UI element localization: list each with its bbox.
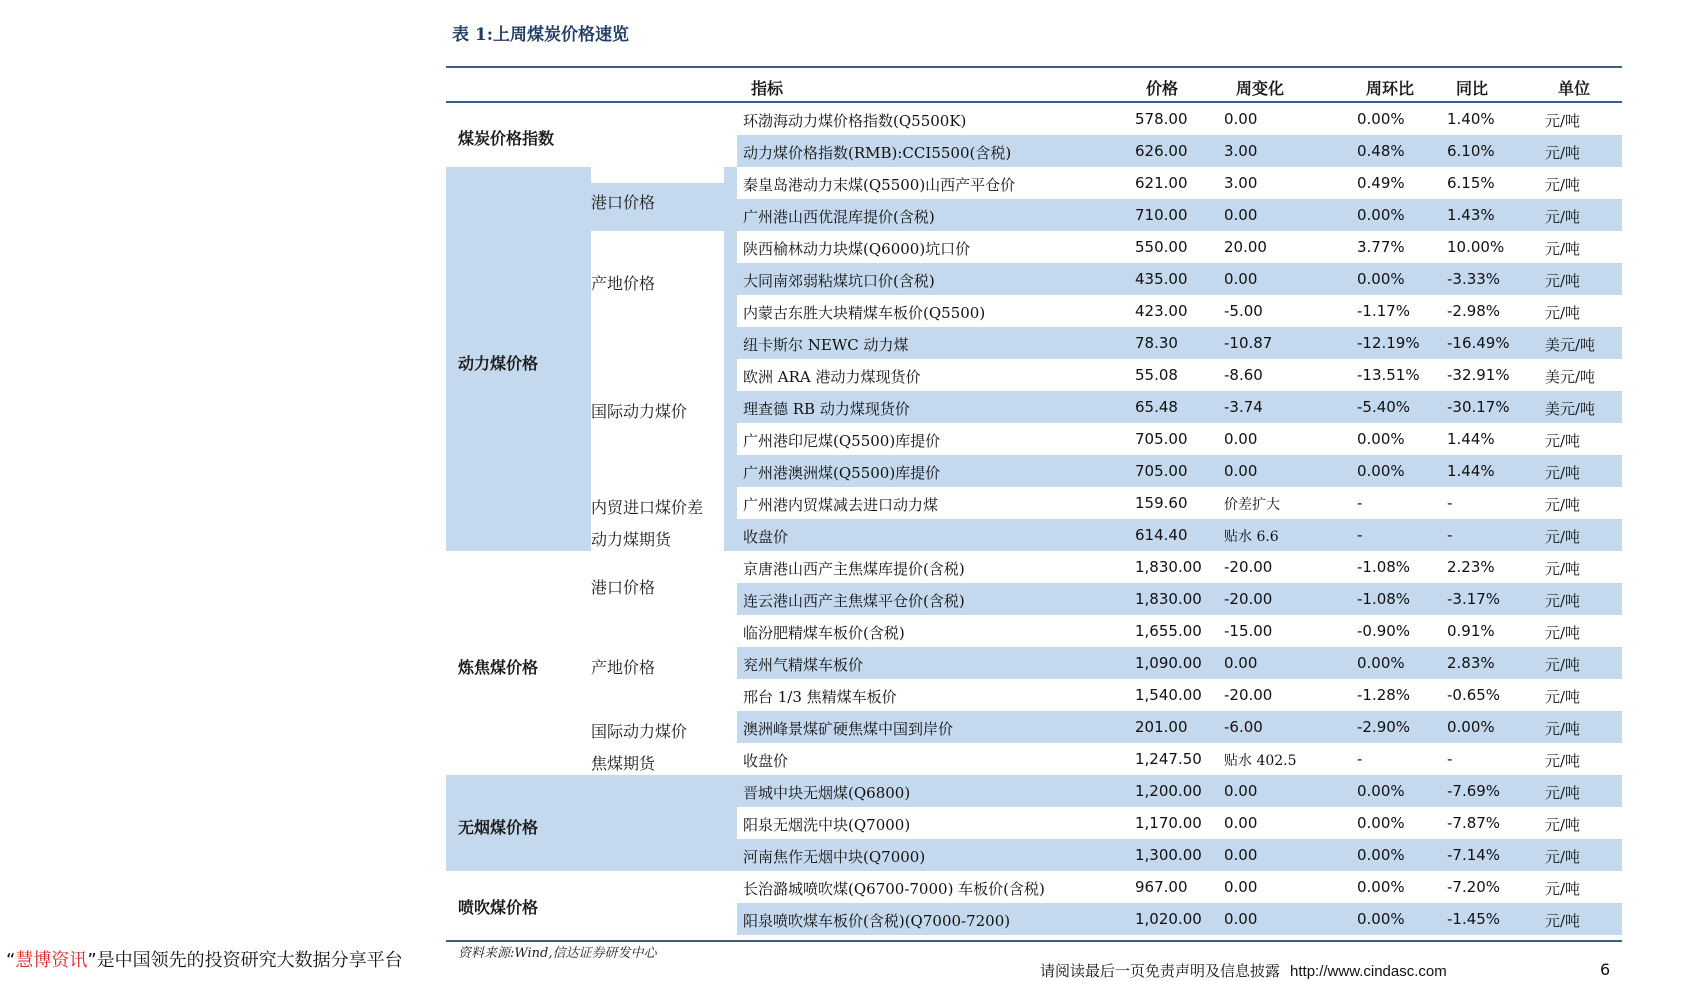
cell-price: 159.60 [1135,494,1188,512]
header-price: 价格 [1146,79,1179,98]
cell-unit: 元/吨 [1545,592,1581,610]
cell-price: 1,830.00 [1135,558,1202,576]
cell-wow: -8.60 [1224,366,1263,384]
subcategory-label: 港口价格 [591,578,656,597]
cell-wow: 0.00 [1224,462,1258,480]
cell-wow-pct: -13.51% [1357,366,1420,384]
cell-indicator: 收盘价 [743,528,789,546]
cell-indicator: 长治潞城喷吹煤(Q6700-7000) 车板价(含税) [743,880,1045,898]
cell-price: 435.00 [1135,270,1188,288]
cell-yoy: -3.17% [1447,590,1501,608]
category-label-pci: 喷吹煤价格 [458,898,539,917]
cell-yoy: 1.44% [1447,462,1495,480]
cell-yoy: -16.49% [1447,334,1510,352]
cell-yoy: 6.10% [1447,142,1495,160]
cell-price: 626.00 [1135,142,1188,160]
cell-unit: 元/吨 [1545,816,1581,834]
cell-price: 423.00 [1135,302,1188,320]
cell-unit: 元/吨 [1545,528,1581,546]
cell-unit: 元/吨 [1545,656,1581,674]
header-unit: 单位 [1558,79,1591,98]
cell-price: 1,200.00 [1135,782,1202,800]
cell-price: 578.00 [1135,110,1188,128]
cell-yoy: -30.17% [1447,398,1510,416]
subcategory-label: 港口价格 [591,193,656,212]
table-header [446,72,1622,102]
cell-wow: 贴水 6.6 [1224,529,1279,545]
cell-wow-pct: -2.90% [1357,718,1411,736]
table-row [737,679,1622,711]
cell-wow-pct: 0.48% [1357,142,1405,160]
cell-wow: 0.00 [1224,654,1258,672]
cell-indicator: 广州港内贸煤减去进口动力煤 [743,496,939,514]
cell-wow-pct: 0.00% [1357,270,1405,288]
cell-unit: 元/吨 [1545,688,1581,706]
cell-price: 1,020.00 [1135,910,1202,928]
cell-indicator: 大同南郊弱粘煤坑口价(含税) [743,272,935,290]
subcategory-label: 产地价格 [591,274,656,293]
cell-wow: 0.00 [1224,206,1258,224]
cell-wow-pct: 0.00% [1357,910,1405,928]
cell-wow-pct: 0.00% [1357,110,1405,128]
cell-wow: 0.00 [1224,846,1258,864]
cell-wow: 0.00 [1224,910,1258,928]
cell-wow: -20.00 [1224,686,1273,704]
cell-wow-pct: -1.28% [1357,686,1411,704]
cell-yoy: -2.98% [1447,302,1501,320]
cell-yoy: -1.45% [1447,910,1501,928]
cell-unit: 美元/吨 [1545,336,1596,354]
cell-indicator: 晋城中块无烟煤(Q6800) [743,784,911,802]
cell-wow: 0.00 [1224,110,1258,128]
cell-wow-pct: 0.00% [1357,846,1405,864]
table-row [737,615,1622,647]
cell-wow: 0.00 [1224,878,1258,896]
table-top-rule [446,66,1622,68]
cell-unit: 元/吨 [1545,624,1581,642]
table-row [737,295,1622,327]
cell-price: 1,655.00 [1135,622,1202,640]
cell-indicator: 广州港印尼煤(Q5500)库提价 [743,432,941,450]
cell-price: 614.40 [1135,526,1188,544]
cell-wow-pct: 0.00% [1357,462,1405,480]
cell-price: 1,247.50 [1135,750,1202,768]
table-row [737,839,1622,871]
cell-indicator: 邢台 1/3 焦精煤车板价 [743,688,897,706]
cell-price: 201.00 [1135,718,1188,736]
cell-indicator: 陕西榆林动力块煤(Q6000)坑口价 [743,240,971,258]
cell-indicator: 广州港澳洲煤(Q5500)库提价 [743,464,941,482]
cell-unit: 元/吨 [1545,272,1581,290]
subcategory-label: 产地价格 [591,658,656,677]
table-title: 表 1:上周煤炭价格速览 [452,25,630,45]
table-row [737,647,1622,679]
cell-indicator: 收盘价 [743,752,789,770]
cell-unit: 元/吨 [1545,880,1581,898]
cell-unit: 元/吨 [1545,752,1581,770]
cell-price: 1,170.00 [1135,814,1202,832]
cell-yoy: - [1447,750,1453,768]
header-wow: 周变化 [1236,79,1285,98]
header-wow-pct: 周环比 [1366,79,1415,98]
cell-yoy: 2.23% [1447,558,1495,576]
cell-unit: 元/吨 [1545,240,1581,258]
header-indicator: 指标 [751,79,784,98]
cell-yoy: 1.44% [1447,430,1495,448]
table-row [737,359,1622,391]
cell-wow-pct: - [1357,750,1363,768]
cell-wow: -6.00 [1224,718,1263,736]
cell-wow-pct: -1.17% [1357,302,1411,320]
cell-wow-pct: -12.19% [1357,334,1420,352]
page-number: 6 [1600,960,1611,979]
table-row [737,327,1622,359]
subcategory-label: 国际动力煤价 [591,402,688,421]
cell-yoy: - [1447,494,1453,512]
cell-wow: 0.00 [1224,814,1258,832]
table-row [737,455,1622,487]
cell-price: 621.00 [1135,174,1188,192]
cell-unit: 元/吨 [1545,784,1581,802]
cell-indicator: 连云港山西产主焦煤平仓价(含税) [743,592,965,610]
cell-yoy: -0.65% [1447,686,1501,704]
cell-indicator: 临汾肥精煤车板价(含税) [743,624,905,642]
table-row [737,551,1622,583]
category-label-index: 煤炭价格指数 [458,129,555,148]
cell-wow-pct: -1.08% [1357,590,1411,608]
subcategory-label: 动力煤期货 [591,530,672,549]
website-link[interactable]: http://www.cindasc.com [1290,963,1447,980]
cell-wow-pct: 0.00% [1357,206,1405,224]
cell-wow: -10.87 [1224,334,1273,352]
cell-unit: 元/吨 [1545,304,1581,322]
cell-unit: 元/吨 [1545,112,1581,130]
cell-wow: -20.00 [1224,558,1273,576]
table-row [737,487,1622,519]
table-row [737,391,1622,423]
category-label-thermal: 动力煤价格 [458,354,539,373]
cell-unit: 美元/吨 [1545,400,1596,418]
table-row [737,167,1622,199]
source-note: 资料来源:Wind,信达证券研发中心 [458,946,657,961]
cell-yoy: 0.00% [1447,718,1495,736]
table-row [737,519,1622,551]
cell-indicator: 欧洲 ARA 港动力煤现货价 [743,368,921,386]
table-row [737,807,1622,839]
cell-wow: 贴水 402.5 [1224,753,1297,769]
cell-yoy: -7.69% [1447,782,1501,800]
cell-unit: 元/吨 [1545,560,1581,578]
cell-yoy: -32.91% [1447,366,1510,384]
subcategory-label: 国际动力煤价 [591,722,688,741]
cell-wow-pct: 0.00% [1357,878,1405,896]
table-row [737,135,1622,167]
cell-price: 1,090.00 [1135,654,1202,672]
cell-wow-pct: 3.77% [1357,238,1405,256]
cell-price: 78.30 [1135,334,1178,352]
subcategory-label: 焦煤期货 [591,754,656,773]
cell-wow: -5.00 [1224,302,1263,320]
footer-brand-line [6,946,403,972]
cell-unit: 元/吨 [1545,720,1581,738]
table-row [737,263,1622,295]
cell-wow-pct: 0.00% [1357,430,1405,448]
cell-wow-pct: 0.49% [1357,174,1405,192]
cell-price: 1,300.00 [1135,846,1202,864]
cell-price: 550.00 [1135,238,1188,256]
cell-indicator: 河南焦作无烟中块(Q7000) [743,848,926,866]
quote-close: ” [87,950,97,971]
cell-wow-pct: 0.00% [1357,814,1405,832]
cell-wow: -20.00 [1224,590,1273,608]
cell-wow-pct: -5.40% [1357,398,1411,416]
table-row [737,871,1622,903]
table-row [737,231,1622,263]
cell-unit: 元/吨 [1545,176,1581,194]
cell-price: 705.00 [1135,462,1188,480]
cell-unit: 元/吨 [1545,208,1581,226]
cell-yoy: 1.40% [1447,110,1495,128]
table-row [737,711,1622,743]
cell-price: 710.00 [1135,206,1188,224]
cell-yoy: -7.87% [1447,814,1501,832]
cell-indicator: 纽卡斯尔 NEWC 动力煤 [743,336,909,354]
footer-disclaimer [1040,960,1447,981]
table-row [737,103,1622,135]
cell-price: 65.48 [1135,398,1178,416]
cell-wow-pct: - [1357,494,1363,512]
cell-indicator: 京唐港山西产主焦煤库提价(含税) [743,560,965,578]
disclaimer-text: 请阅读最后一页免责声明及信息披露 [1040,962,1281,980]
cell-wow-pct: -1.08% [1357,558,1411,576]
cell-price: 705.00 [1135,430,1188,448]
cell-indicator: 内蒙古东胜大块精煤车板价(Q5500) [743,304,986,322]
cell-indicator: 环渤海动力煤价格指数(Q5500K) [743,112,967,130]
cell-wow-pct: - [1357,526,1363,544]
table-row [737,775,1622,807]
cell-yoy: -7.20% [1447,878,1501,896]
cell-wow: 3.00 [1224,142,1258,160]
cell-unit: 元/吨 [1545,496,1581,514]
cell-indicator: 兖州气精煤车板价 [743,656,864,674]
cell-yoy: - [1447,526,1453,544]
subcategory-label: 内贸进口煤价差 [591,498,704,517]
cell-yoy: 1.43% [1447,206,1495,224]
quote-open: “ [6,950,16,971]
cell-yoy: -3.33% [1447,270,1501,288]
cell-yoy: -7.14% [1447,846,1501,864]
cell-wow-pct: -0.90% [1357,622,1411,640]
table-row [737,199,1622,231]
category-label-coking: 炼焦煤价格 [458,658,539,677]
cell-unit: 元/吨 [1545,464,1581,482]
cell-yoy: 6.15% [1447,174,1495,192]
cell-indicator: 动力煤价格指数(RMB):CCI5500(含税) [743,144,1012,162]
cell-price: 55.08 [1135,366,1178,384]
cell-wow: -15.00 [1224,622,1273,640]
cell-wow-pct: 0.00% [1357,654,1405,672]
cell-wow: 0.00 [1224,270,1258,288]
cell-unit: 元/吨 [1545,848,1581,866]
table-row [737,743,1622,775]
cell-indicator: 理查德 RB 动力煤现货价 [743,400,910,418]
category-label-anthracite: 无烟煤价格 [458,818,539,837]
cell-wow: 0.00 [1224,430,1258,448]
cell-wow: 3.00 [1224,174,1258,192]
cell-price: 967.00 [1135,878,1188,896]
cell-indicator: 秦皇岛港动力末煤(Q5500)山西产平仓价 [743,176,1016,194]
cell-unit: 美元/吨 [1545,368,1596,386]
cell-wow: 20.00 [1224,238,1267,256]
table-row [737,583,1622,615]
brand-tagline: 是中国领先的投资研究大数据分享平台 [96,950,403,971]
cell-indicator: 澳洲峰景煤矿硬焦煤中国到岸价 [743,720,954,738]
cell-indicator: 阳泉喷吹煤车板价(含税)(Q7000-7200) [743,912,1011,930]
cell-unit: 元/吨 [1545,144,1581,162]
cell-price: 1,540.00 [1135,686,1202,704]
header-yoy: 同比 [1456,79,1489,98]
cell-unit: 元/吨 [1545,432,1581,450]
cell-yoy: 10.00% [1447,238,1505,256]
cell-wow: 0.00 [1224,782,1258,800]
table-row [737,903,1622,935]
cell-yoy: 2.83% [1447,654,1495,672]
cell-wow: 价差扩大 [1224,497,1280,513]
cell-price: 1,830.00 [1135,590,1202,608]
cell-unit: 元/吨 [1545,912,1581,930]
brand-name: 慧博资讯 [15,950,88,971]
cell-yoy: 0.91% [1447,622,1495,640]
table-row [737,423,1622,455]
cell-indicator: 广州港山西优混库提价(含税) [743,208,935,226]
cell-indicator: 阳泉无烟洗中块(Q7000) [743,816,911,834]
cell-wow: -3.74 [1224,398,1263,416]
cell-wow-pct: 0.00% [1357,782,1405,800]
